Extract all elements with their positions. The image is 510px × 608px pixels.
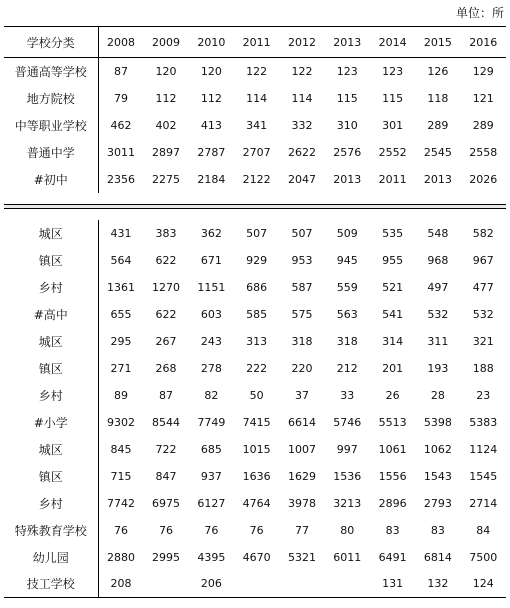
table-cell: 462: [110, 118, 132, 132]
table-cell: 268: [155, 361, 177, 375]
table-cell: 955: [382, 253, 404, 267]
table-cell: 208: [98, 571, 143, 598]
table-cell: 76: [249, 523, 264, 537]
table-cell: 507: [246, 226, 268, 240]
table-cell: 6491: [378, 550, 407, 564]
table-cell: 243: [200, 334, 222, 348]
table-cell: 7500: [469, 550, 498, 564]
table-cell: 79: [113, 91, 128, 105]
table-cell: 295: [110, 334, 132, 348]
unit-label: 单位：所: [455, 6, 504, 20]
table-row: [4, 247, 506, 274]
table-row: [4, 328, 506, 355]
table-cell: 1270: [152, 280, 181, 294]
table-cell: 1361: [106, 280, 135, 294]
table-body-bottom: [4, 220, 506, 598]
table-cell: 968: [427, 253, 449, 267]
table-cell: 1545: [469, 469, 498, 483]
table-cell: 622: [155, 307, 177, 321]
table-cell: 4764: [242, 496, 271, 510]
table-cell: 89: [113, 388, 128, 402]
table-cell: 4395: [197, 550, 226, 564]
table-cell: 118: [427, 91, 449, 105]
table-cell: 5513: [378, 415, 407, 429]
table-cell: 1629: [287, 469, 316, 483]
table-row: [4, 409, 506, 436]
table-cell: 289: [472, 118, 494, 132]
table-cell: 2013: [333, 172, 362, 186]
table-row: [4, 112, 506, 139]
table-row: [4, 220, 506, 247]
table-cell: 50: [249, 388, 264, 402]
table-cell: 5398: [423, 415, 452, 429]
table-cell: [234, 571, 279, 598]
table-cell: 222: [246, 361, 268, 375]
table-cell: 120: [200, 64, 222, 78]
table-cell: 28: [430, 388, 445, 402]
table-cell: 532: [427, 307, 449, 321]
table-cell: 845: [110, 442, 132, 456]
table-cell: 2995: [152, 550, 181, 564]
table-cell: 321: [472, 334, 494, 348]
row-label: 镇区: [4, 247, 98, 274]
table-separator: [4, 193, 506, 220]
double-rule: [4, 193, 506, 220]
table-cell: 124: [461, 571, 506, 598]
table-cell: [279, 571, 324, 598]
table-cell: 2545: [423, 145, 452, 159]
table-cell: 220: [291, 361, 313, 375]
table-cell: 563: [336, 307, 358, 321]
header-year: 2009: [143, 27, 188, 58]
table-cell: 929: [246, 253, 268, 267]
table-cell: 83: [430, 523, 445, 537]
table-cell: 1124: [469, 442, 498, 456]
header-year: 2010: [189, 27, 234, 58]
table-cell: 112: [155, 91, 177, 105]
table-cell: 2011: [378, 172, 407, 186]
row-label: 镇区: [4, 463, 98, 490]
table-cell: 5746: [333, 415, 362, 429]
table-cell: 1636: [242, 469, 271, 483]
row-label: 城区: [4, 328, 98, 355]
table-cell: 6975: [152, 496, 181, 510]
table-cell: 76: [204, 523, 219, 537]
table-row: [4, 85, 506, 112]
table-cell: 121: [472, 91, 494, 105]
table-row: [4, 58, 506, 85]
table-cell: 2576: [333, 145, 362, 159]
table-cell: 318: [336, 334, 358, 348]
table-cell: 310: [336, 118, 358, 132]
table-cell: 6814: [423, 550, 452, 564]
table-cell: 1007: [287, 442, 316, 456]
table-row: [4, 571, 506, 598]
table-cell: 548: [427, 226, 449, 240]
table-cell: 82: [204, 388, 219, 402]
header-year: 2008: [98, 27, 143, 58]
header-year: 2011: [234, 27, 279, 58]
row-label: 乡村: [4, 490, 98, 517]
table-cell: 122: [246, 64, 268, 78]
table-cell: 7749: [197, 415, 226, 429]
table-cell: 507: [291, 226, 313, 240]
table-cell: 2793: [423, 496, 452, 510]
table-row: [4, 544, 506, 571]
table-cell: 2184: [197, 172, 226, 186]
table-cell: 84: [476, 523, 491, 537]
table-cell: 535: [382, 226, 404, 240]
table-cell: 6011: [333, 550, 362, 564]
table-cell: 6614: [287, 415, 316, 429]
table-cell: 575: [291, 307, 313, 321]
table-cell: 477: [472, 280, 494, 294]
table-cell: 383: [155, 226, 177, 240]
row-label: 普通高等学校: [4, 58, 98, 85]
table-cell: 206: [189, 571, 234, 598]
double-rule-row: [4, 193, 506, 220]
row-label: 中等职业学校: [4, 112, 98, 139]
table-cell: 1151: [197, 280, 226, 294]
table-cell: 129: [472, 64, 494, 78]
table-cell: 9302: [106, 415, 135, 429]
table-cell: 83: [385, 523, 400, 537]
table-cell: 1556: [378, 469, 407, 483]
table-cell: 715: [110, 469, 132, 483]
table-cell: 3011: [106, 145, 135, 159]
table-cell: 131: [370, 571, 415, 598]
table-cell: 212: [336, 361, 358, 375]
row-label: 技工学校: [4, 571, 98, 598]
table-cell: [143, 571, 188, 598]
table-cell: 509: [336, 226, 358, 240]
table-cell: 201: [382, 361, 404, 375]
table-cell: 332: [291, 118, 313, 132]
header-year: 2016: [461, 27, 506, 58]
table-cell: 341: [246, 118, 268, 132]
table-row: [4, 274, 506, 301]
table-cell: 123: [382, 64, 404, 78]
table-cell: 5383: [469, 415, 498, 429]
table-cell: 2013: [423, 172, 452, 186]
row-label: 地方院校: [4, 85, 98, 112]
table-row: [4, 382, 506, 409]
table-row: [4, 166, 506, 193]
table-header: [4, 27, 506, 58]
table-cell: 115: [336, 91, 358, 105]
table-cell: 289: [427, 118, 449, 132]
table-cell: 1015: [242, 442, 271, 456]
table-body-top: [4, 58, 506, 193]
table-cell: 362: [200, 226, 222, 240]
table-cell: 2275: [152, 172, 181, 186]
table-cell: 559: [336, 280, 358, 294]
table-row: [4, 490, 506, 517]
table-cell: 2622: [287, 145, 316, 159]
table-cell: 123: [336, 64, 358, 78]
table-row: [4, 355, 506, 382]
table-cell: 2047: [287, 172, 316, 186]
table-cell: 112: [200, 91, 222, 105]
table-row: [4, 301, 506, 328]
table-cell: 686: [246, 280, 268, 294]
table-cell: 2707: [242, 145, 271, 159]
table-cell: 937: [200, 469, 222, 483]
table-cell: 23: [476, 388, 491, 402]
table-row: [4, 517, 506, 544]
table-cell: 2897: [152, 145, 181, 159]
table-cell: 37: [294, 388, 309, 402]
table-cell: 2122: [242, 172, 271, 186]
row-label: 乡村: [4, 274, 98, 301]
table-cell: 4670: [242, 550, 271, 564]
table-cell: 2787: [197, 145, 226, 159]
table-cell: 271: [110, 361, 132, 375]
table-cell: 997: [336, 442, 358, 456]
row-label: 城区: [4, 220, 98, 247]
row-label: #高中: [4, 301, 98, 328]
table-cell: 77: [294, 523, 309, 537]
row-label: 特殊教育学校: [4, 517, 98, 544]
table-cell: 1061: [378, 442, 407, 456]
table-cell: [325, 571, 370, 598]
table-cell: 587: [291, 280, 313, 294]
table-row: [4, 463, 506, 490]
table-cell: 26: [385, 388, 400, 402]
table-cell: 967: [472, 253, 494, 267]
header-category: 学校分类: [4, 27, 98, 58]
table-cell: 532: [472, 307, 494, 321]
table-cell: 582: [472, 226, 494, 240]
table-cell: 87: [113, 64, 128, 78]
table-cell: 5321: [287, 550, 316, 564]
table-cell: 655: [110, 307, 132, 321]
table-cell: 564: [110, 253, 132, 267]
table-cell: 132: [415, 571, 460, 598]
table-cell: 953: [291, 253, 313, 267]
table-cell: 2880: [106, 550, 135, 564]
table-cell: 497: [427, 280, 449, 294]
table-cell: 278: [200, 361, 222, 375]
table-cell: 114: [291, 91, 313, 105]
table-cell: 2714: [469, 496, 498, 510]
header-year: 2013: [325, 27, 370, 58]
row-label: #小学: [4, 409, 98, 436]
table-cell: 33: [340, 388, 355, 402]
table-cell: 2552: [378, 145, 407, 159]
row-label: 乡村: [4, 382, 98, 409]
table-cell: 2558: [469, 145, 498, 159]
header-row: [4, 27, 506, 58]
row-label: 幼儿园: [4, 544, 98, 571]
table-cell: 311: [427, 334, 449, 348]
table-cell: 1062: [423, 442, 452, 456]
table-cell: 2356: [106, 172, 135, 186]
table-cell: 80: [340, 523, 355, 537]
table-cell: 8544: [152, 415, 181, 429]
table-cell: 76: [159, 523, 174, 537]
table-cell: 114: [246, 91, 268, 105]
table-cell: 402: [155, 118, 177, 132]
table-cell: 847: [155, 469, 177, 483]
table-cell: 318: [291, 334, 313, 348]
table-cell: 126: [427, 64, 449, 78]
table-cell: 585: [246, 307, 268, 321]
table-cell: 301: [382, 118, 404, 132]
table-cell: 314: [382, 334, 404, 348]
table-cell: 193: [427, 361, 449, 375]
table-cell: 671: [200, 253, 222, 267]
table-cell: 6127: [197, 496, 226, 510]
table-cell: 1543: [423, 469, 452, 483]
table-row: [4, 139, 506, 166]
table-cell: 188: [472, 361, 494, 375]
table-row: [4, 436, 506, 463]
header-year: 2012: [279, 27, 324, 58]
table-cell: 413: [200, 118, 222, 132]
row-label: 城区: [4, 436, 98, 463]
school-statistics-table: [4, 26, 506, 598]
table-cell: 267: [155, 334, 177, 348]
row-label: 普通中学: [4, 139, 98, 166]
table-cell: 722: [155, 442, 177, 456]
row-label: #初中: [4, 166, 98, 193]
row-label: 镇区: [4, 355, 98, 382]
header-year: 2015: [415, 27, 460, 58]
table-cell: 622: [155, 253, 177, 267]
table-cell: 2026: [469, 172, 498, 186]
table-cell: 541: [382, 307, 404, 321]
table-cell: 1536: [333, 469, 362, 483]
table-cell: 7742: [106, 496, 135, 510]
table-cell: 76: [113, 523, 128, 537]
header-year: 2014: [370, 27, 415, 58]
table-cell: 2896: [378, 496, 407, 510]
table-cell: 87: [159, 388, 174, 402]
table-cell: 115: [382, 91, 404, 105]
table-cell: 3978: [287, 496, 316, 510]
table-cell: 122: [291, 64, 313, 78]
table-cell: 945: [336, 253, 358, 267]
table-cell: 7415: [242, 415, 271, 429]
table-cell: 3213: [333, 496, 362, 510]
table-cell: 431: [110, 226, 132, 240]
table-cell: 685: [200, 442, 222, 456]
table-cell: 313: [246, 334, 268, 348]
table-cell: 603: [200, 307, 222, 321]
table-cell: 120: [155, 64, 177, 78]
table-cell: 521: [382, 280, 404, 294]
